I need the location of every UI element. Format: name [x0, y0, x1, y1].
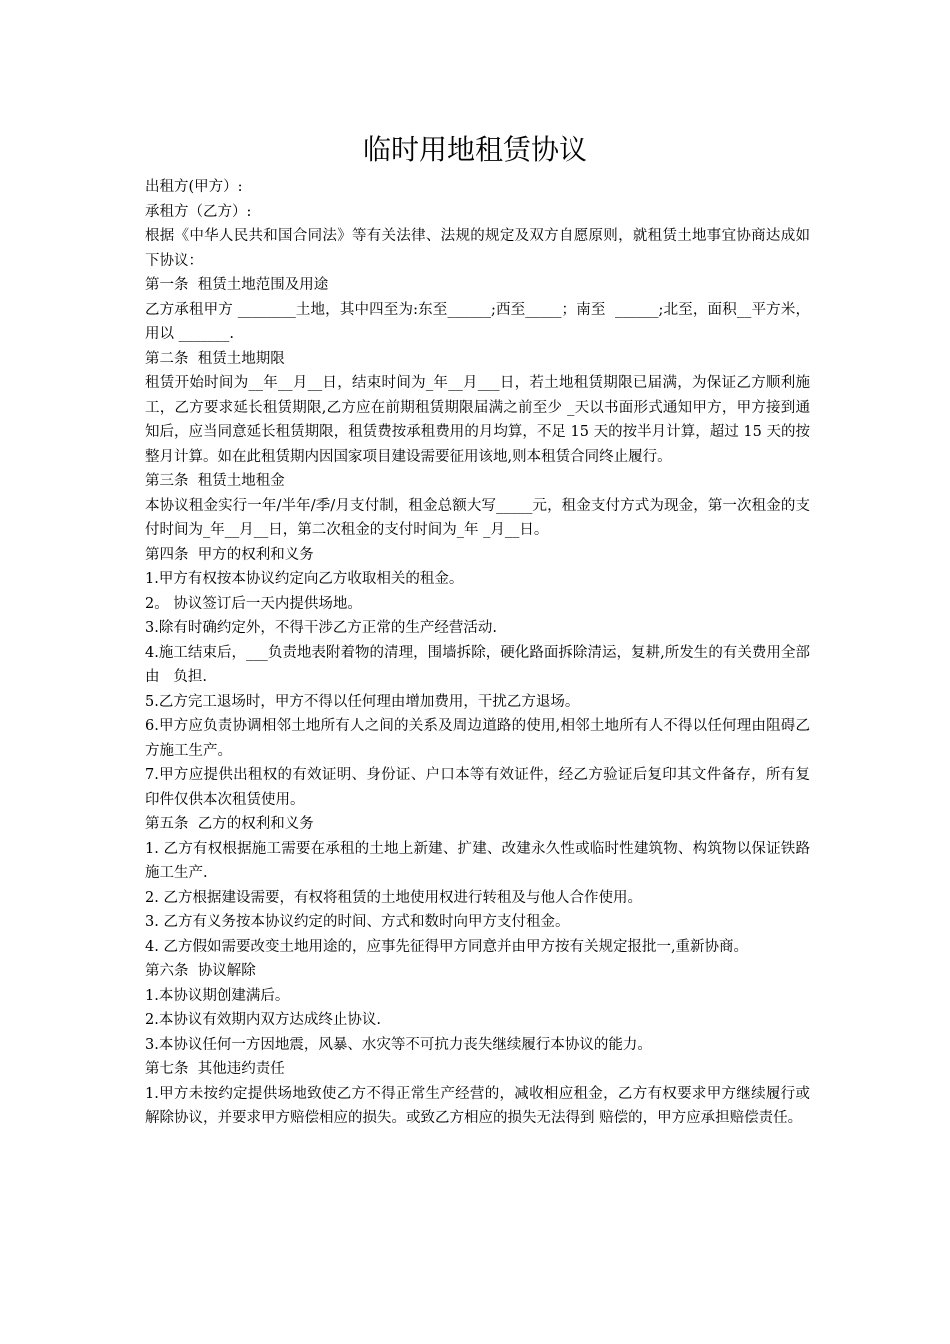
- paragraph: 5.乙方完工退场时，甲方不得以任何理由增加费用，干扰乙方退场。: [145, 693, 580, 710]
- paragraph: 3. 乙方有义务按本协议约定的时间、方式和数时向甲方支付租金。: [145, 914, 570, 930]
- section-heading: 第七条 其他违约责任: [145, 1061, 285, 1077]
- paragraph: 承租方（乙方）:: [145, 203, 252, 220]
- paragraph: 7.甲方应提供出租权的有效证明、身份证、户口本等有效证件，经乙方验证后复印其文件备存，所有复印件仅供本次租赁使用。: [145, 767, 810, 808]
- paragraph: 1. 乙方有权根据施工需要在承租的土地上新建、扩建、改建永久性或临时性建筑物、构筑物以保证铁路施工生产.: [145, 840, 810, 881]
- section-heading: 第二条 租赁土地期限: [145, 350, 285, 367]
- paragraph: 4.施工结束后，___负责地表附着物的清理，围墙拆除，硬化路面拆除清运，复耕,所发生的有关费用全部由 负担.: [145, 644, 810, 685]
- section-heading: 第五条 乙方的权利和义务: [145, 816, 314, 832]
- paragraph: 租赁开始时间为__年__月__日，结束时间为_年__月___日，若土地租赁期限已届满，为保证乙方顺利施工，乙方要求延长租赁期限,乙方应在前期租赁期限届满之前至少 _天以书面形式通知甲方，甲方接到通知后，应当同意延长租赁期限，租赁费按承租费用的月均算，不足 15 天的按半月计算，超过 15 天的按整月计算。如在此租赁期内因国家项目建设需要征用该地,则本租赁合同终止履行。: [145, 375, 810, 465]
- document-title: 临时用地租赁协议: [362, 133, 587, 166]
- paragraph: 2。 协议签订后一天内提供场地。: [145, 595, 362, 612]
- paragraph: 本协议租金实行一年/半年/季/月支付制，租金总额大写_____元，租金支付方式为现金，第一次租金的支付时间为_年__月__日，第二次租金的支付时间为_年 _月__日。: [145, 497, 810, 538]
- paragraph: 出租方(甲方）:: [145, 179, 243, 195]
- paragraph: 乙方承租甲方 ________土地，其中四至为:东至______;西至_____；南至 ______;北至，面积__平方米，用以 _______.: [145, 301, 810, 342]
- section-heading: 第六条 协议解除: [145, 963, 256, 979]
- paragraph: 2.本协议有效期内双方达成终止协议.: [145, 1012, 381, 1028]
- paragraph: 4. 乙方假如需要改变土地用途的，应事先征得甲方同意并由甲方按有关规定报批一,重新协商。: [145, 938, 749, 955]
- section-heading: 第四条 甲方的权利和义务: [145, 546, 314, 563]
- paragraph: 1.甲方有权按本协议约定向乙方收取相关的租金。: [145, 571, 464, 587]
- paragraph: 6.甲方应负责协调相邻土地所有人之间的关系及周边道路的使用,相邻土地所有人不得以任何理由阻碍乙方施工生产。: [145, 718, 810, 759]
- section-heading: 第三条 租赁土地租金: [145, 473, 285, 489]
- paragraph: 1.本协议期创建满后。: [145, 987, 290, 1004]
- paragraph: 1.甲方未按约定提供场地致使乙方不得正常生产经营的，减收相应租金，乙方有权要求甲方继续履行或解除协议，并要求甲方赔偿相应的损失。或致乙方相应的损失无法得到 赔偿的，甲方应承担赔偿责任。: [145, 1085, 810, 1126]
- paragraph: 3.除有时确约定外，不得干涉乙方正常的生产经营活动.: [145, 620, 497, 636]
- paragraph: 根据《中华人民共和国合同法》等有关法律、法规的规定及双方自愿原则，就租赁土地事宜协商达成如下协议：: [145, 228, 810, 269]
- paragraph: 3.本协议任何一方因地震，风暴、水灾等不可抗力丧失继续履行本协议的能力。: [145, 1036, 652, 1053]
- paragraph: 2. 乙方根据建设需要，有权将租赁的土地使用权进行转租及与他人合作使用。: [145, 889, 642, 906]
- document-body: [145, 175, 810, 1131]
- section-heading: 第一条 租赁土地范围及用途: [145, 277, 329, 293]
